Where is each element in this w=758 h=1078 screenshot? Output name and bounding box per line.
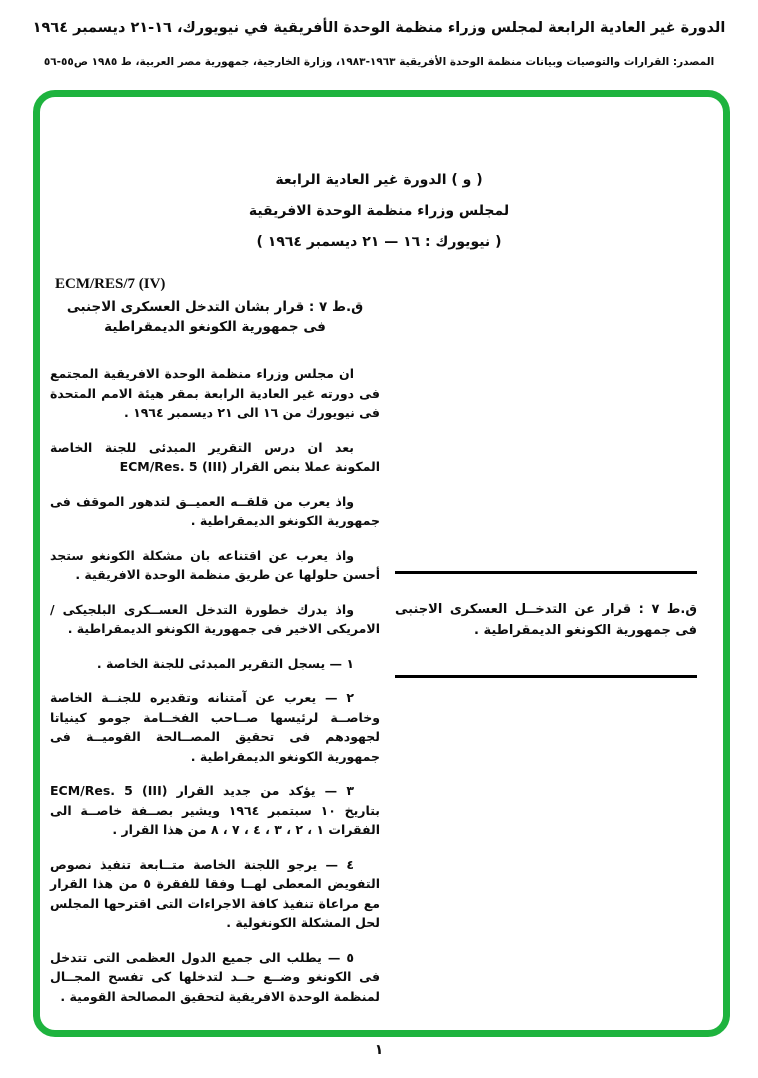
- resolution-title: [50, 297, 380, 337]
- margin-annotation: [395, 571, 697, 678]
- paragraph-item-5: ٥ — يطلب الى جميع الدول العظمى التى تتدخل فى الكونغو وضــع حــد لتدخلها كى تفسح المجــال لمنظمة الوحدة الافريقية لتحقيق المصالحة القومية .: [50, 949, 380, 1004]
- paragraph-item-1: ١ — يسجل التقرير المبدئى للجنة الخاصة .: [96, 655, 354, 671]
- resolution-title-line-2: فى جمهورية الكونغو الديمقراطية: [104, 319, 326, 335]
- paragraph-preamble-2: بعد ان درس التقرير المبدئى للجنة الخاصة المكونة عملا بنص القرار ⁦ECM/Res. 5 (III)⁩: [50, 439, 380, 474]
- paragraph-preamble-5: واذ يدرك خطورة التدخل العســكرى البلجيكى / الامريكى الاخير فى جمهورية الكونغو الديمقراطية .: [50, 601, 380, 636]
- resolution-ref-code: ECM/RES/7 (IV): [55, 276, 166, 292]
- paragraph-item-2: ٢ — يعرب عن آمتنانه وتقديره للجنــة الخاصة وخاصــة لرئيسها صــاحب الفخــامة جومو كينياتا لجهودهم فى تحقيق المصــالحة القوميــة فى جمهورية الكونغو الديمقراطية .: [50, 690, 380, 764]
- body-column: [50, 297, 380, 1006]
- heading-line-2: لمجلس وزراء منظمة الوحدة الافريقية: [248, 203, 510, 219]
- page-number: ١: [374, 1042, 384, 1058]
- paragraph-item-4: ٤ — يرجو اللجنة الخاصة متــابعة تنفيذ نصوص التفويض المعطى لهــا وفقا للفقرة ٥ من هذا القرار مع مراعاة تنفيذ كافة الاجراءات التى اقترحها المجلس لحل المشكلة الكونغولية .: [50, 856, 380, 930]
- margin-annotation-text: ق.ط ٧ : قرار عن التدخــل العسكرى الاجنبى فى جمهورية الكونغو الديمقراطية .: [395, 602, 697, 638]
- heading-line-1: ( و ) الدورة غير العادية الرابعة: [275, 172, 483, 188]
- header-session-title: الدورة غير العادية الرابعة لمجلس وزراء منظمة الوحدة الأفريقية في نيويورك، ١٦-٢١ ديسمبر ١٩٦٤: [32, 20, 726, 36]
- paragraph-preamble-4: واذ يعرب عن اقتناعه بان مشكلة الكونغو ستجد أحسن حلولها عن طريق منظمة الوحدة الافريقية .: [50, 547, 380, 582]
- document-heading: [0, 165, 758, 258]
- resolution-title-line-1: ق.ط ٧ : قرار بشان التدخل العسكرى الاجنبى: [66, 299, 364, 315]
- heading-line-3: ( نيويورك : ١٦ — ٢١ ديسمبر ١٩٦٤ ): [256, 234, 502, 250]
- paragraph-item-3: ٣ — يؤكد من جديد القرار ⁦ECM/Res. 5 (III)⁩ بتاريخ ١٠ سبتمبر ١٩٦٤ ويشير بصــفة خاصــة الى الفقرات ١ ، ٢ ، ٣ ، ٤ ، ٧ ، ٨ من هذا القرار .: [50, 783, 380, 837]
- header-source-line: المصدر: القرارات والتوصيات وبيانات منظمة الوحدة الأفريقية ١٩٦٣-١٩٨٣، وزارة الخارجية، جمهورية مصر العربية، ط ١٩٨٥ ص٥٥-٥٦: [43, 56, 715, 68]
- paragraph-preamble-1: ان مجلس وزراء منظمة الوحدة الافريقية المجتمع فى دورته غير العادية الرابعة بمقر هيئة الامم المتحدة فى نيويورك من ١٦ الى ٢١ ديسمبر ١٩٦٤ .: [50, 366, 380, 420]
- paragraph-preamble-3: واذ يعرب من قلقــه العميــق لتدهور الموقف فى جمهورية الكونغو الديمقراطية .: [50, 493, 380, 528]
